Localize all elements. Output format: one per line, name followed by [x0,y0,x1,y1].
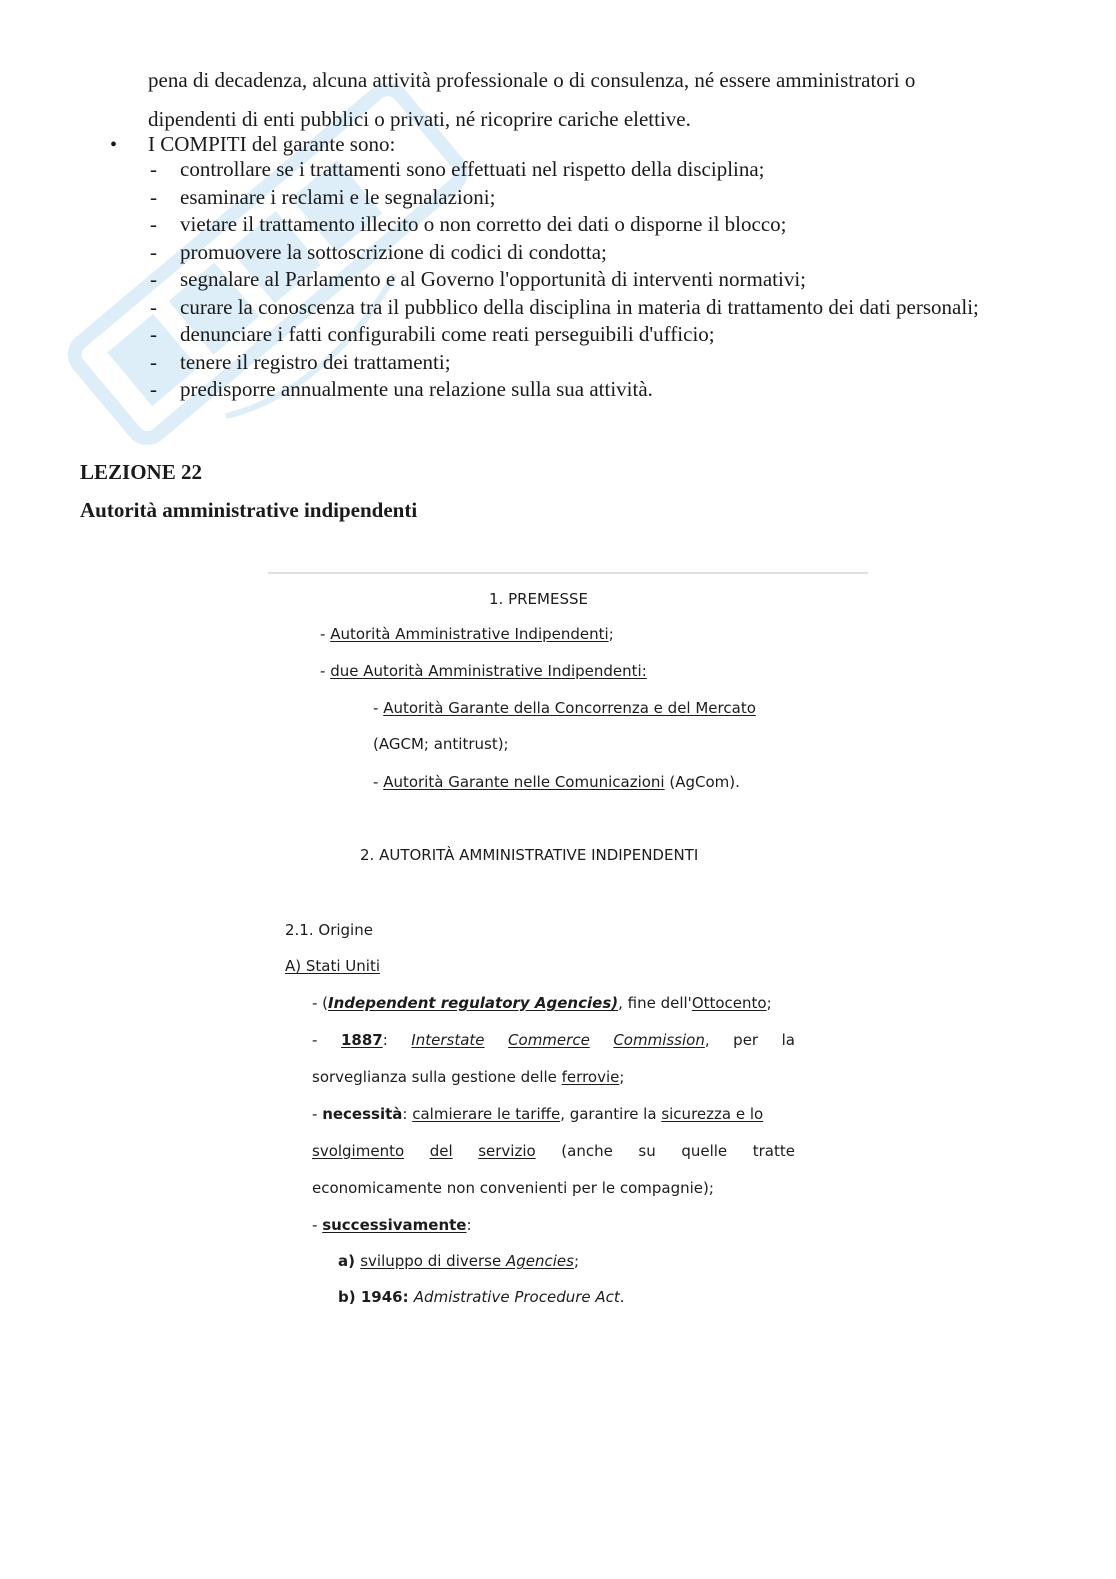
list-item: - denunciare i fatti configurabili come reati perseguibili d'ufficio; [150,322,715,346]
slide-line-svolgimento: svolgimento del servizio (anche su quelle tratte [312,1142,795,1160]
lesson-title: Autorità amministrative indipendenti [80,498,418,522]
section-2-title: 2. AUTORITÀ AMMINISTRATIVE INDIPENDENTI [360,846,699,864]
slide-line-ferrovie: sorveglianza sulla gestione delle ferrovie; [312,1068,625,1086]
slide-line-1887: - 1887: Interstate Commerce Commission, per la [312,1031,795,1049]
slide-line-agcm-abbr: (AGCM; antitrust); [373,735,509,753]
list-item: - esaminare i reclami e le segnalazioni; [150,185,496,209]
slide-top-rule [268,572,868,574]
list-item: - promuovere la sottoscrizione di codici di condotta; [150,240,607,264]
compiti-bullet-item [110,134,395,155]
subsection-stati-uniti: A) Stati Uniti [285,957,380,975]
slide-line-agencies: - (Independent regulatory Agencies), fine dell'Ottocento; [312,994,772,1012]
list-item: - predisporre annualmente una relazione sulla sua attività. [150,377,653,401]
section-1-title: 1. PREMESSE [489,590,588,608]
slide-image [268,572,868,1332]
slide-line-apa-1946: b) 1946: Admistrative Procedure Act. [338,1288,625,1306]
slide-line-successivamente: - successivamente: [312,1216,472,1234]
slide-line-necessita: - necessità: calmierare le tariffe, garantire la sicurezza e lo [312,1105,764,1123]
slide-line-agcom: - Autorità Garante nelle Comunicazioni (AgCom). [373,773,740,791]
section-2-1-title: 2.1. Origine [285,921,373,939]
list-item: - controllare se i trattamenti sono effettuati nel rispetto della disciplina; [150,157,765,181]
list-item: - vietare il trattamento illecito o non corretto dei dati o disporne il blocco; [150,212,787,236]
lesson-number: LEZIONE 22 [80,460,202,484]
bullet-marker: • [110,134,118,156]
slide-line-economicamente: economicamente non convenienti per le compagnie); [312,1179,714,1197]
list-item: - tenere il registro dei trattamenti; [150,350,451,374]
slide-line-due-aai: - due Autorità Amministrative Indipendenti: [320,662,647,680]
list-item: - curare la conoscenza tra il pubblico della disciplina in materia di trattamento dei dati personali; [150,295,979,319]
slide-line-agcm: - Autorità Garante della Concorrenza e del Mercato [373,699,756,717]
compiti-heading: I COMPITI del garante sono: [148,132,396,156]
slide-line-agencies-sviluppo: a) sviluppo di diverse Agencies; [338,1252,580,1270]
list-item: - segnalare al Parlamento e al Governo l'opportunità di interventi normativi; [150,267,807,291]
intro-line-1: pena di decadenza, alcuna attività professionale o di consulenza, né essere amministratori o [148,68,916,92]
slide-line-aai: - Autorità Amministrative Indipendenti; [320,625,614,643]
intro-line-2: dipendenti di enti pubblici o privati, né ricoprire cariche elettive. [148,107,691,131]
